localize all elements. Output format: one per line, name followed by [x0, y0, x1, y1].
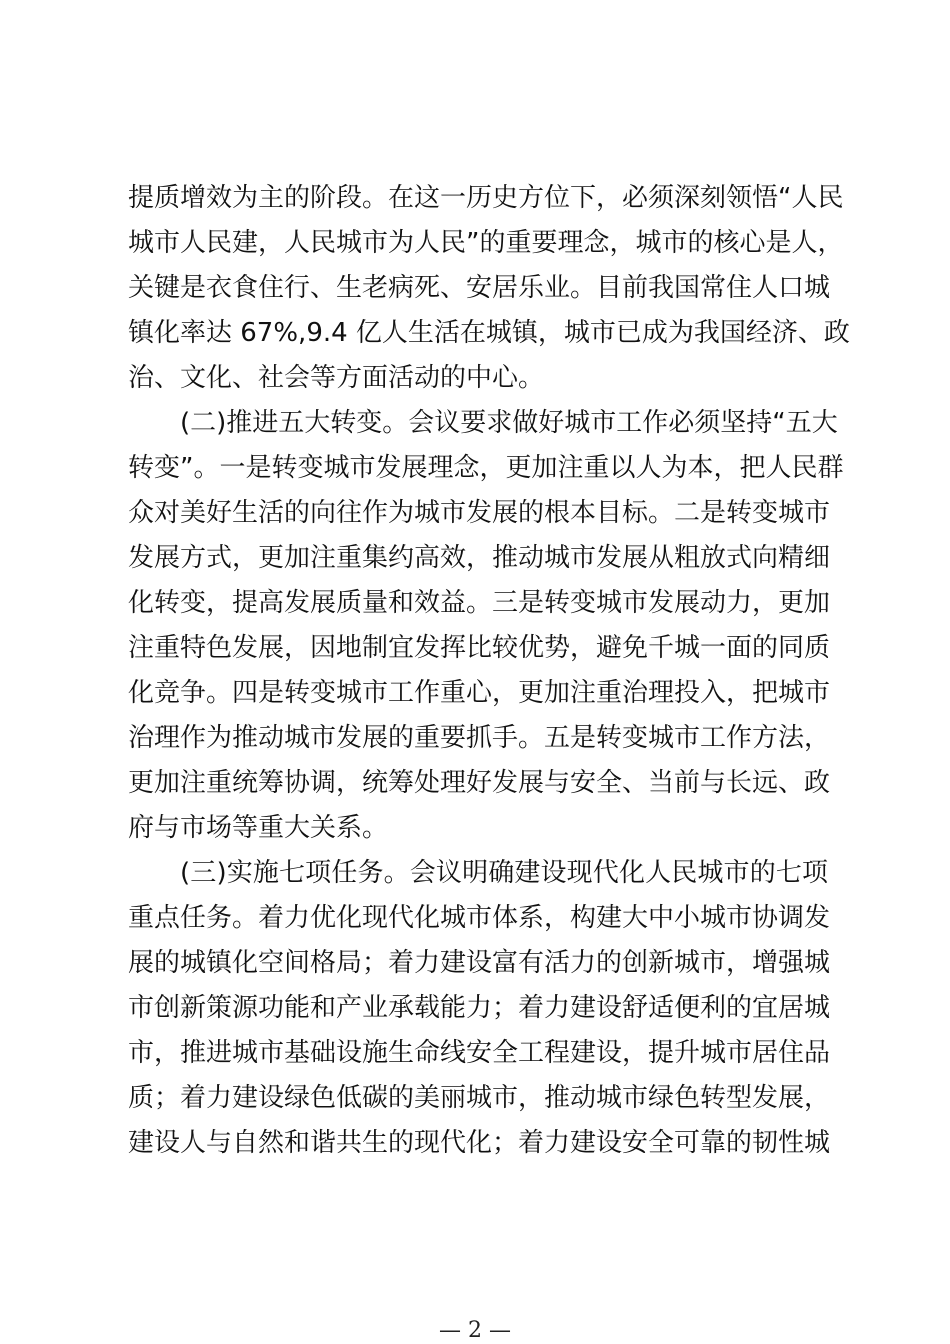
text-line-3: 关键是衣食住行、生老病死、安居乐业。目前我国常住人口城 [128, 273, 831, 303]
text-line-7: 转变”。一是转变城市发展理念，更加注重以人为本，把人民群 [128, 453, 844, 483]
text-line-8: 众对美好生活的向往作为城市发展的根本目标。二是转变城市 [128, 498, 831, 528]
text-line-22: 建设人与自然和谐共生的现代化；着力建设安全可靠的韧性城 [128, 1128, 831, 1158]
text-line-20: 市，推进城市基础设施生命线安全工程建设，提升城市居住品 [128, 1038, 831, 1068]
text-line-17: 重点任务。着力优化现代化城市体系，构建大中小城市协调发 [128, 903, 831, 933]
text-line-18: 展的城镇化空间格局；着力建设富有活力的创新城市，增强城 [128, 948, 831, 978]
document-body [128, 176, 850, 1166]
text-line-15: 府与市场等重大关系。 [128, 813, 389, 843]
text-line-10: 化转变，提高发展质量和效益。三是转变城市发展动力，更加 [128, 588, 831, 618]
text-line-16: (三)实施七项任务。会议明确建设现代化人民城市的七项 [180, 858, 828, 888]
text-line-4: 镇化率达 67%,9.4 亿人生活在城镇，城市已成为我国经济、政 [128, 318, 850, 348]
text-line-6: (二)推进五大转变。会议要求做好城市工作必须坚持“五大 [180, 408, 838, 438]
text-line-5: 治、文化、社会等方面活动的中心。 [128, 363, 545, 393]
text-line-21: 质；着力建设绿色低碳的美丽城市，推动城市绿色转型发展， [128, 1083, 831, 1113]
text-line-9: 发展方式，更加注重集约高效，推动城市发展从粗放式向精细 [128, 543, 831, 573]
text-line-2: 城市人民建，人民城市为人民”的重要理念，城市的核心是人， [128, 228, 844, 258]
text-line-11: 注重特色发展，因地制宜发挥比较优势，避免千城一面的同质 [128, 633, 831, 663]
page-number: — 2 — [439, 1318, 511, 1343]
text-line-14: 更加注重统筹协调，统筹处理好发展与安全、当前与长远、政 [128, 768, 831, 798]
text-line-19: 市创新策源功能和产业承载能力；着力建设舒适便利的宜居城 [128, 993, 831, 1023]
text-line-1: 提质增效为主的阶段。在这一历史方位下，必须深刻领悟“人民 [128, 183, 844, 213]
text-line-13: 治理作为推动城市发展的重要抓手。五是转变城市工作方法， [128, 723, 831, 753]
text-line-12: 化竞争。四是转变城市工作重心，更加注重治理投入，把城市 [128, 678, 831, 708]
